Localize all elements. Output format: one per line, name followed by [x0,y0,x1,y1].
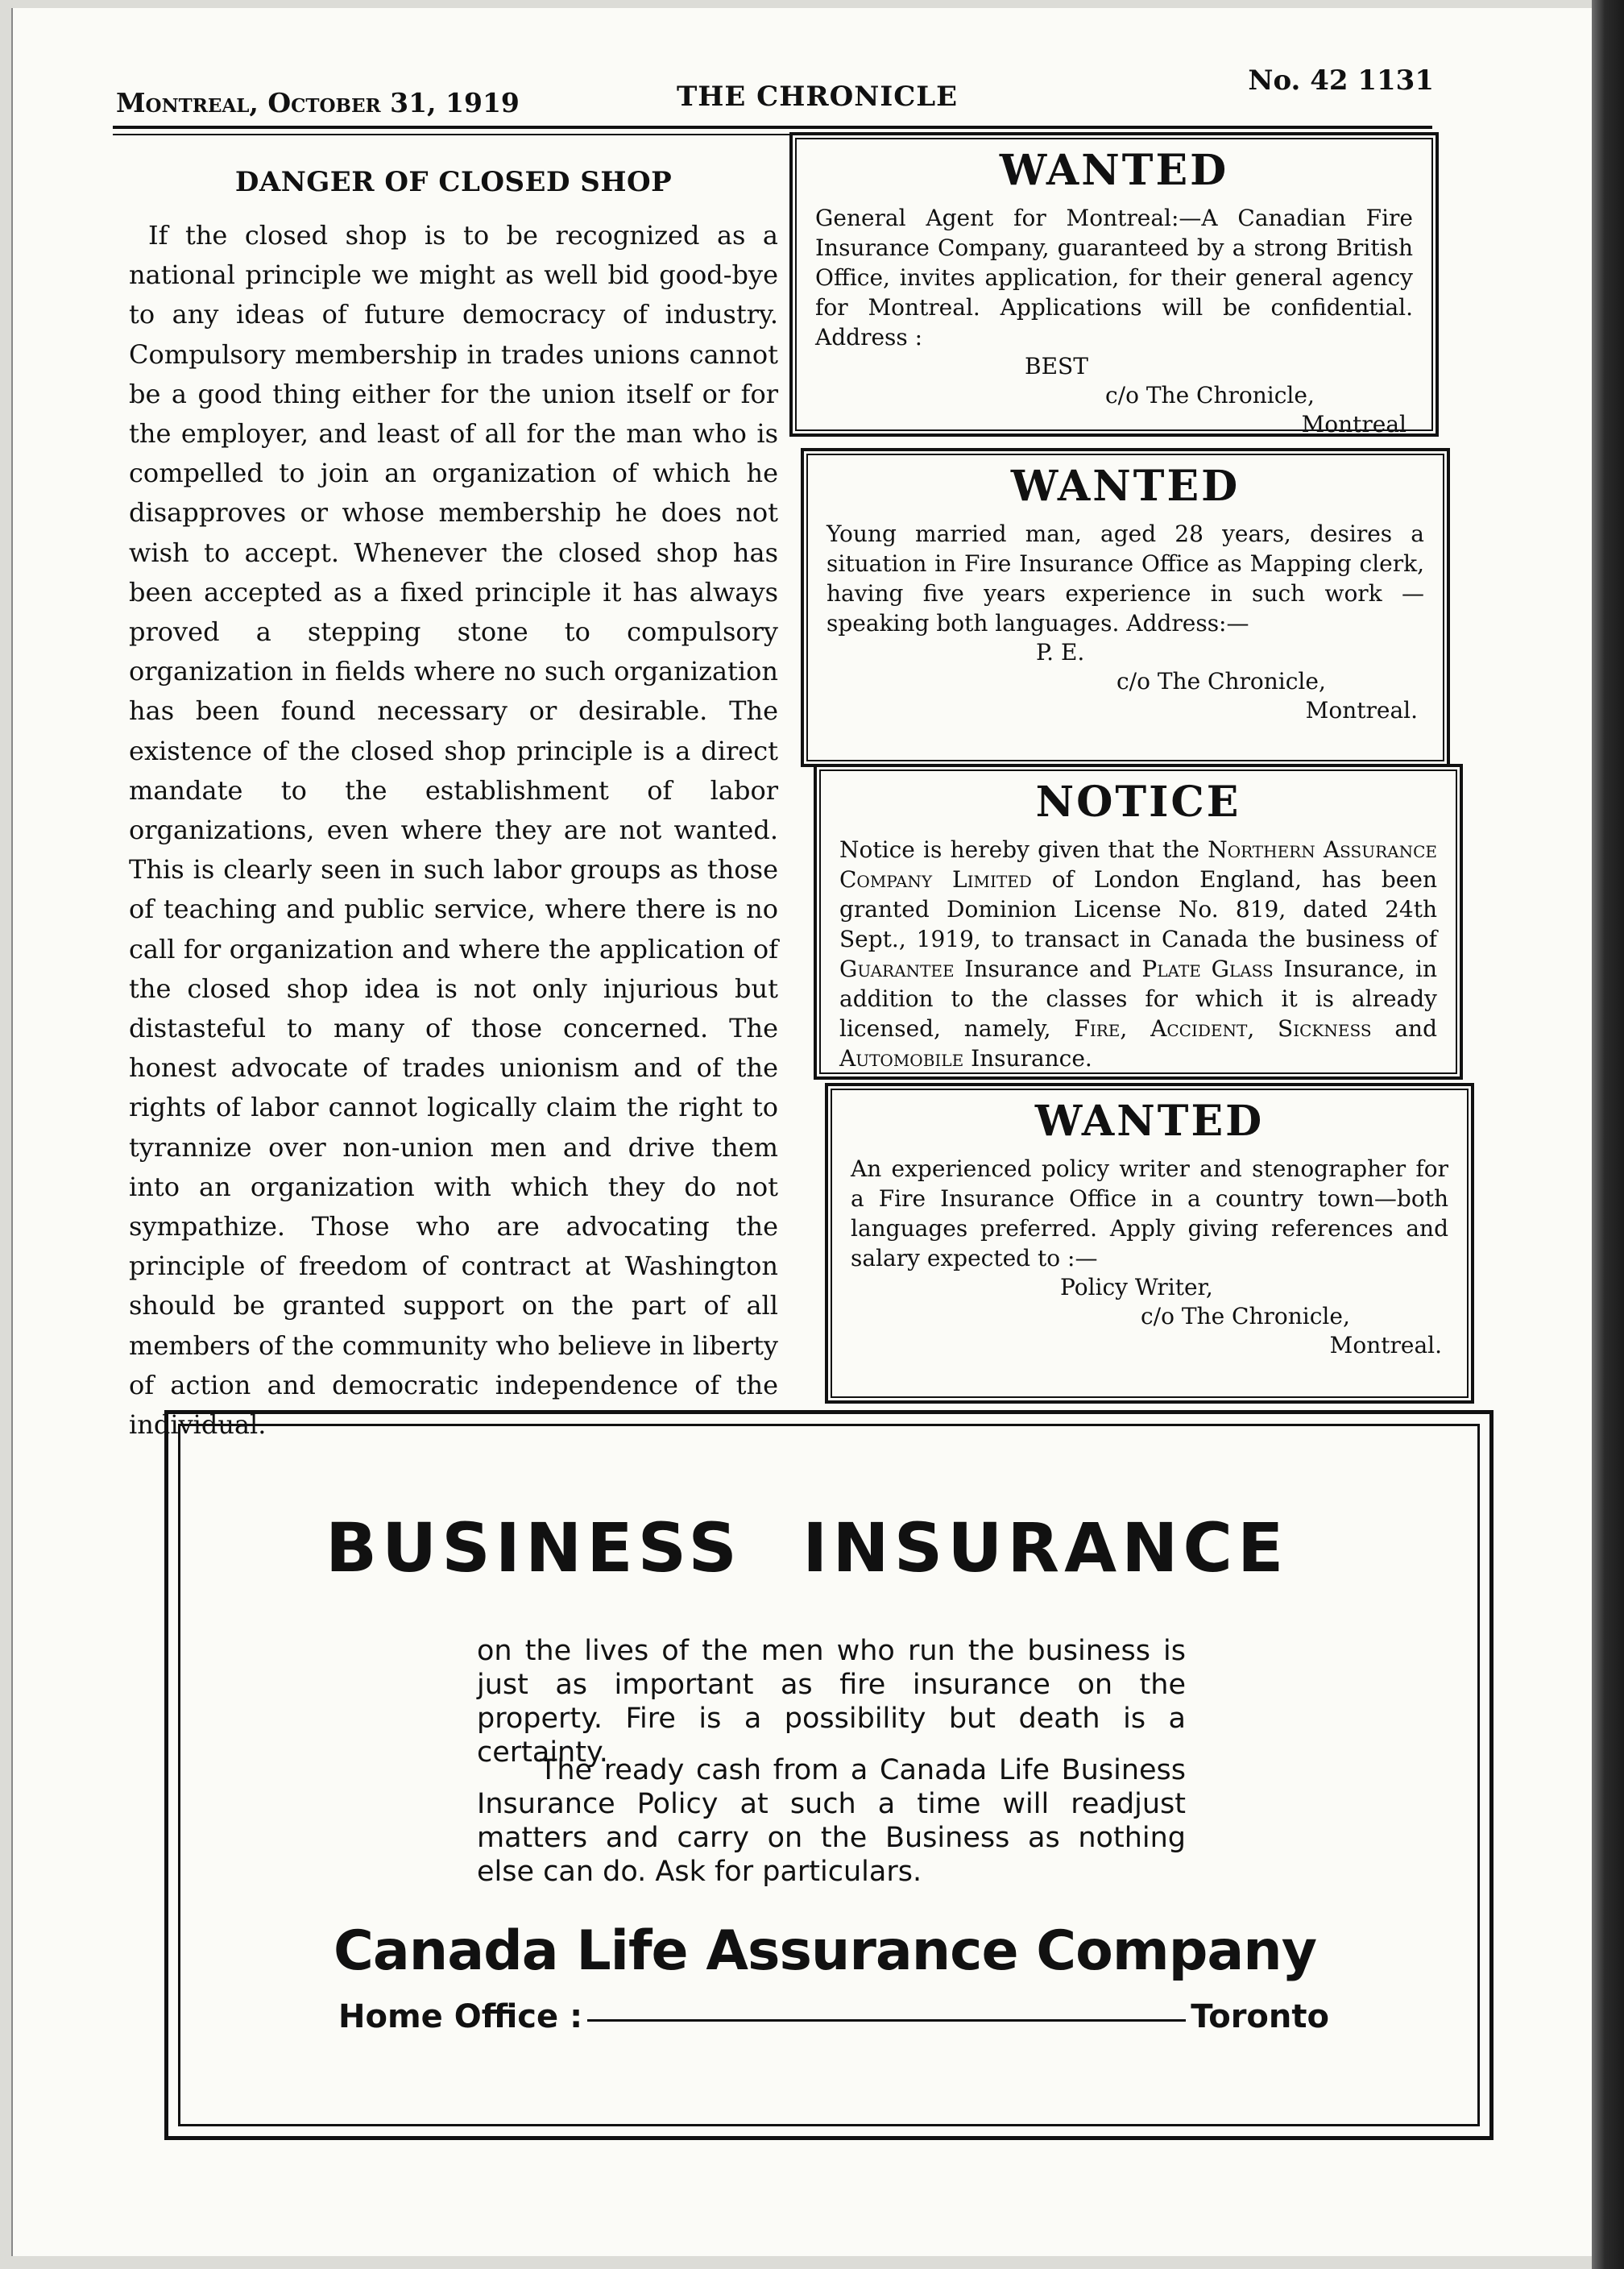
ad-title: WANTED [999,146,1229,195]
notice-body [839,835,1437,1073]
wanted-ad-policy-writer [825,1083,1474,1404]
ad-body: General Agent for Montreal:—A Canadian Fire Insurance Company, guaranteed by a strong British Office, invites application, for their general agency for Montreal. Applications will be confidential. Address : [815,205,1413,351]
ad-title: WANTED [1010,462,1241,511]
editorial-article [129,158,778,1445]
ad-address-city: Montreal. [1329,1332,1442,1358]
ad-address-care-of: c/o The Chronicle, [1141,1303,1350,1329]
ad-address-name: Policy Writer, [1060,1274,1213,1300]
ad-address-care-of: c/o The Chronicle, [1116,668,1326,695]
notice-licensed-classes: Fire, Accident, Sickness [1074,1015,1372,1042]
article-title: DANGER OF CLOSED SHOP [234,166,673,198]
notice-text: of London England, has been granted Dominion License No. 819, dated 24th Sept., 1919, to transact in Canada the business of [839,866,1437,952]
header-publication-title: THE CHRONICLE [677,81,959,113]
ad-body: Young married man, aged 28 years, desires a situation in Fire Insurance Office as Mapping clerk, having five years experience in such work —speaking both languages. Address:— [826,521,1424,637]
page-header [105,64,1434,126]
ad-address-care-of: c/o The Chronicle, [1105,382,1315,409]
notice-text: Insurance, in addition to the classes for which it is already licensed, namely, [839,956,1437,1042]
canada-life-advertisement [164,1410,1494,2140]
home-office-city: Toronto [1191,1998,1329,2035]
wanted-ad-mapping-clerk [801,448,1450,767]
notice-class-automobile: Automobile [839,1045,964,1072]
ad-title: WANTED [1034,1097,1265,1146]
notice-text: Insurance. [963,1045,1092,1072]
ad-address-name: P. E. [1036,639,1085,666]
home-office-label: Home Office : [338,1998,583,2035]
advertisement-inner-border [178,1424,1480,2126]
advertisement-headline: BUSINESS INSURANCE [325,1508,1289,1587]
notice-text: Notice is hereby given that the [839,836,1208,863]
notice-ad-northern-assurance [814,764,1463,1080]
notice-class-plate-glass: Plate Glass [1141,956,1274,982]
ad-address-name: BEST [1025,353,1088,380]
article-body: If the closed shop is to be recognized as a national principle we might as well bid good-bye to any ideas of future democracy of industry. Compulsory membership in trades unions cannot be a good thing either for the union itself or for the employer, and least of all for the man who is compelled to join an organization of which he disapproves or whose membership he does not wish to accept. Whenever the closed shop has been accepted as a fixed principle it has always proved a stepping stone to compulsory organization in fields where no such organization has been found necessary or desirable. The existence of the closed shop principle is a direct mandate to the establishment of labor organizations, even where they are not wanted. This is clearly seen in such labor groups as those of teaching and public service, where there is no call for organization and where the application of the closed shop idea is not only injurious but distasteful to many of those concerned. The honest advocate of trades unionism and of the rights of labor cannot logically claim the right to tyrannize over non-union men and drive them into an organization with which they do not sympathize. Those who are advocating the principle of freedom of contract at Washington should be granted support on the part of all members of the community who believe in liberty of action and democratic independence of the individual. [129,220,778,1441]
ad-address-city: Montreal [1301,411,1406,438]
book-spine [1592,0,1624,2269]
notice-class-guarantee: Guarantee [839,956,955,982]
ad-body: An experienced policy writer and stenographer for a Fire Insurance Office in a country town—both languages preferred. Apply giving references and salary expected to :— [851,1155,1448,1271]
notice-text: Insurance and [954,956,1142,982]
advertisement-company-name: Canada Life Assurance Company [334,1919,1317,1983]
notice-company-name: Northern Assurance Company Limited [839,836,1437,893]
notice-text: and [1371,1015,1437,1042]
advertisement-paragraph-2: The ready cash from a Canada Life Business Insurance Policy at such a time will readjust matters and carry on the Business as nothing else can do. Ask for particulars. [477,1754,1186,1888]
advertisement-paragraph-1: on the lives of the men who run the business is just as important as fire insurance on the property. Fire is a possibility but death is a certainty. [477,1635,1186,1769]
ad-title: NOTICE [1035,778,1241,827]
home-office-leader-rule [587,2019,1186,2022]
wanted-ad-general-agent [789,132,1439,437]
header-issue-page-number: No. 42 1131 [1248,64,1434,97]
header-dateline: Montreal, October 31, 1919 [116,87,520,118]
ad-address-city: Montreal. [1305,697,1418,724]
advertisement-home-office [338,1998,1329,2035]
